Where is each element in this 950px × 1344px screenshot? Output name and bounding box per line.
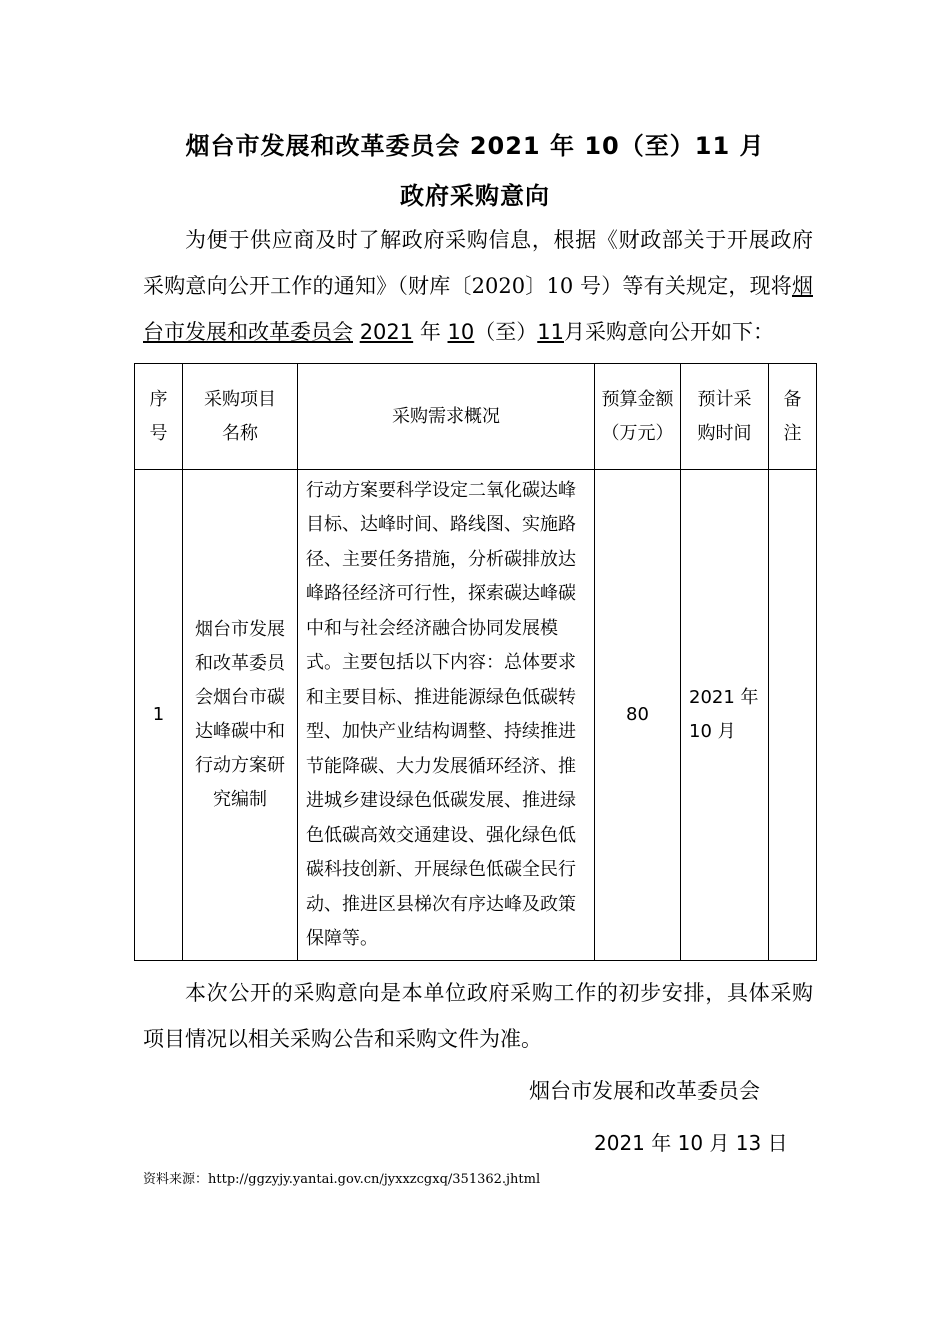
intro-org: 烟台市发展和改革委员会 (143, 274, 813, 344)
row-budget: 80 (595, 470, 681, 961)
intro-year-label: 年 (419, 320, 441, 344)
intro-paragraph (143, 217, 813, 355)
header-budget: 预算金额（万元） (595, 364, 681, 470)
row-requirement: 行动方案要科学设定二氧化碳达峰目标、达峰时间、路线图、实施路径、主要任务措施，分析碳排放达峰路径经济可行性，探索碳达峰碳中和与社会经济融合协同发展模式。主要包括以下内容：总体要求和主要目标、推进能源绿色低碳转型、加快产业结构调整、持续推进节能降碳、大力发展循环经济、推进城乡建设绿色低碳发展、推进绿色低碳高效交通建设、强化绿色低碳科技创新、开展绿色低碳全民行动、推进区县梯次有序达峰及政策保障等。 (298, 470, 595, 961)
row-name: 烟台市发展和改革委员会烟台市碳达峰碳中和行动方案研究编制 (183, 470, 298, 961)
signature-org: 烟台市发展和改革委员会 (529, 1079, 760, 1103)
source-note: 资料来源：http://ggzyjy.yantai.gov.cn/jyxxzcgxq/351362.jhtml (143, 1172, 541, 1187)
header-time: 预计采购时间 (681, 364, 769, 470)
table-row (135, 470, 817, 961)
intro-text: 为便于供应商及时了解政府采购信息，根据《财政部关于开展政府采购意向公开工作的通知》（财库〔2020〕10 号）等有关规定，现将 (143, 228, 813, 298)
row-index: 1 (135, 470, 183, 961)
intro-year: 2021 (359, 320, 414, 344)
table-header-row (135, 364, 817, 470)
row-time: 2021 年 10 月 (681, 470, 769, 961)
closing-paragraph: 本次公开的采购意向是本单位政府采购工作的初步安排，具体采购项目情况以相关采购公告和采购文件为准。 (143, 981, 813, 1051)
header-index: 序号 (135, 364, 183, 470)
intro-end: 月采购意向公开如下： (563, 320, 774, 344)
document-title-line2: 政府采购意向 (400, 182, 550, 210)
header-remark: 备注 (769, 364, 817, 470)
intro-month-from: 10 (447, 320, 475, 344)
row-remark (769, 470, 817, 961)
intro-to: （至） (474, 320, 538, 344)
header-name: 采购项目名称 (183, 364, 298, 470)
document-title-line1: 烟台市发展和改革委员会 2021 年 10（至）11 月 (185, 132, 765, 160)
procurement-table (134, 363, 817, 961)
signature-date: 2021 年 10 月 13 日 (594, 1131, 788, 1155)
header-requirement: 采购需求概况 (298, 364, 595, 470)
intro-month-to: 11 (537, 320, 564, 344)
